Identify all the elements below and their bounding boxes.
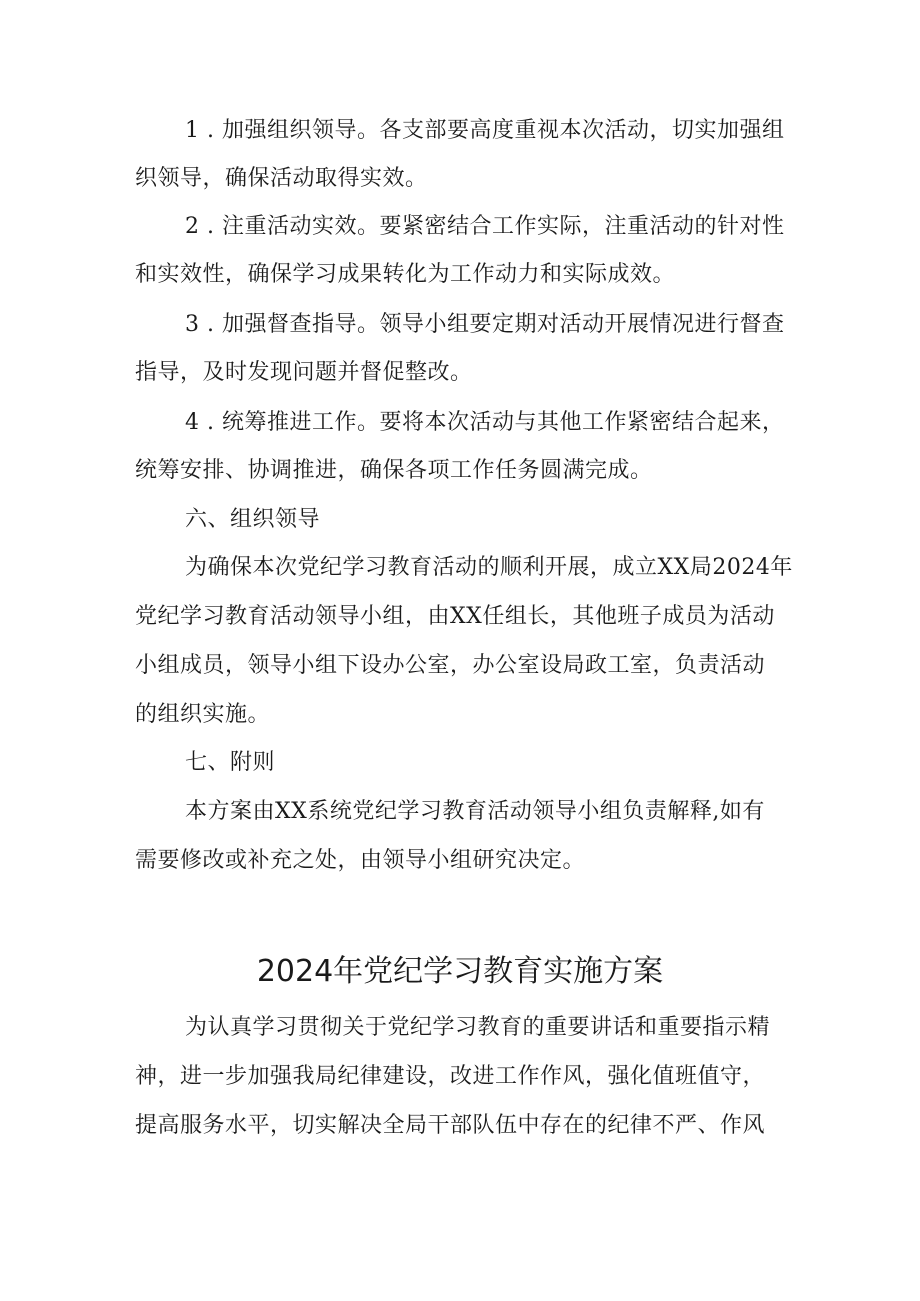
- section-6-line-2: 党纪学习教育活动领导小组，由XX任组长，其他班子成员为活动: [135, 604, 775, 629]
- section-7-heading: 七、附则: [185, 750, 276, 775]
- document-title: 2024年党纪学习教育实施方案: [256, 954, 664, 989]
- item-1-line-2: 织领导，确保活动取得实效。: [135, 166, 428, 191]
- item-2-line-2: 和实效性，确保学习成果转化为工作动力和实际成效。: [135, 262, 676, 287]
- section-6-line-4: 的组织实施。: [135, 702, 271, 727]
- section-7-line-1: 本方案由XX系统党纪学习教育活动领导小组负责解释,如有: [185, 799, 765, 824]
- doc2-line-3: 提高服务水平，切实解决全局干部队伍中存在的纪律不严、作风: [135, 1113, 766, 1138]
- section-6-line-1: 为确保本次党纪学习教育活动的顺利开展，成立XX局2024年: [185, 555, 793, 580]
- item-4-line-2: 统筹安排、协调推进，确保各项工作任务圆满完成。: [135, 458, 653, 483]
- item-2-line-1: 2 . 注重活动实效。要紧密结合工作实际，注重活动的针对性: [185, 214, 785, 239]
- item-4-line-1: 4 . 统筹推进工作。要将本次活动与其他工作紧密结合起来，: [185, 410, 785, 435]
- item-3-line-1: 3 . 加强督查指导。领导小组要定期对活动开展情况进行督查: [185, 312, 785, 337]
- item-3-line-2: 指导，及时发现问题并督促整改。: [135, 360, 473, 385]
- doc2-line-2: 神，进一步加强我局纪律建设，改进工作作风，强化值班值守，: [135, 1064, 766, 1089]
- section-6-line-3: 小组成员，领导小组下设办公室，办公室设局政工室，负责活动: [135, 653, 766, 678]
- doc2-line-1: 为认真学习贯彻关于党纪学习教育的重要讲话和重要指示精: [185, 1015, 771, 1040]
- item-1-line-1: 1 . 加强组织领导。各支部要高度重视本次活动，切实加强组: [185, 118, 785, 143]
- section-6-heading: 六、组织领导: [185, 507, 321, 532]
- section-7-line-2: 需要修改或补充之处，由领导小组研究决定。: [135, 848, 586, 873]
